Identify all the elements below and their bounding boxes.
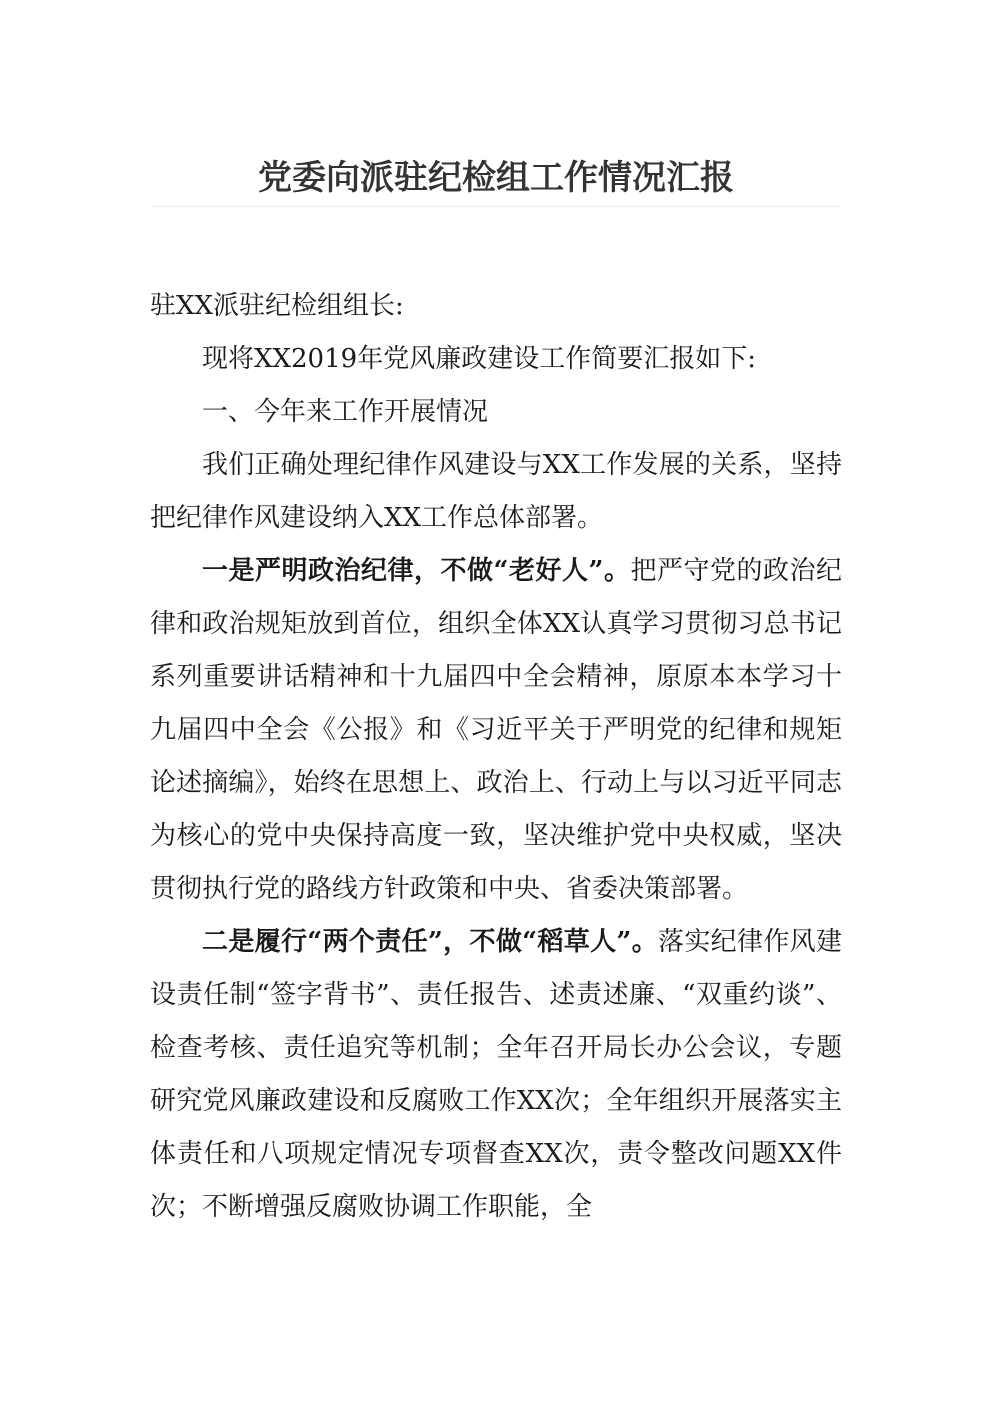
paragraph-2: [150, 545, 842, 916]
salutation: 驻XX派驻纪检组组长:: [150, 291, 404, 321]
document-body: [150, 280, 842, 1234]
paragraph-3-lead: 二是履行“两个责任”，不做“稻草人”。: [202, 927, 659, 957]
paragraph-2-lead: 一是严明政治纪律，不做“老好人”。: [202, 556, 631, 586]
paragraph-3-body: 落实纪律作风建设责任制“签字背书”、责任报告、述责述廉、“双重约谈”、检查考核、责任追究等机制；全年召开局长办公会议，专题研究党风廉政建设和反腐败工作XX次；全年组织开展落实主体责任和八项规定情况专项督查XX次，责令整改问题XX件次；不断增强反腐败协调工作职能，全: [150, 927, 842, 1222]
document-title: 党委向派驻纪检组工作情况汇报: [150, 150, 842, 207]
paragraph-1: 我们正确处理纪律作风建设与XX工作发展的关系，坚持把纪律作风建设纳入XX工作总体部署。: [150, 450, 842, 533]
intro-paragraph: 现将XX2019年党风廉政建设工作简要汇报如下:: [202, 344, 756, 374]
paragraph-2-body: 把严守党的政治纪律和政治规矩放到首位，组织全体XX认真学习贯彻习总书记系列重要讲话精神和十九届四中全会精神，原原本本学习十九届四中全会《公报》和《习近平关于严明党的纪律和规矩论述摘编》，始终在思想上、政治上、行动上与以习近平同志为核心的党中央保持高度一致，坚决维护党中央权威，坚决贯彻执行党的路线方针政策和中央、省委决策部署。: [150, 556, 842, 904]
section-heading: 一、今年来工作开展情况: [202, 397, 489, 427]
paragraph-3: [150, 916, 842, 1234]
